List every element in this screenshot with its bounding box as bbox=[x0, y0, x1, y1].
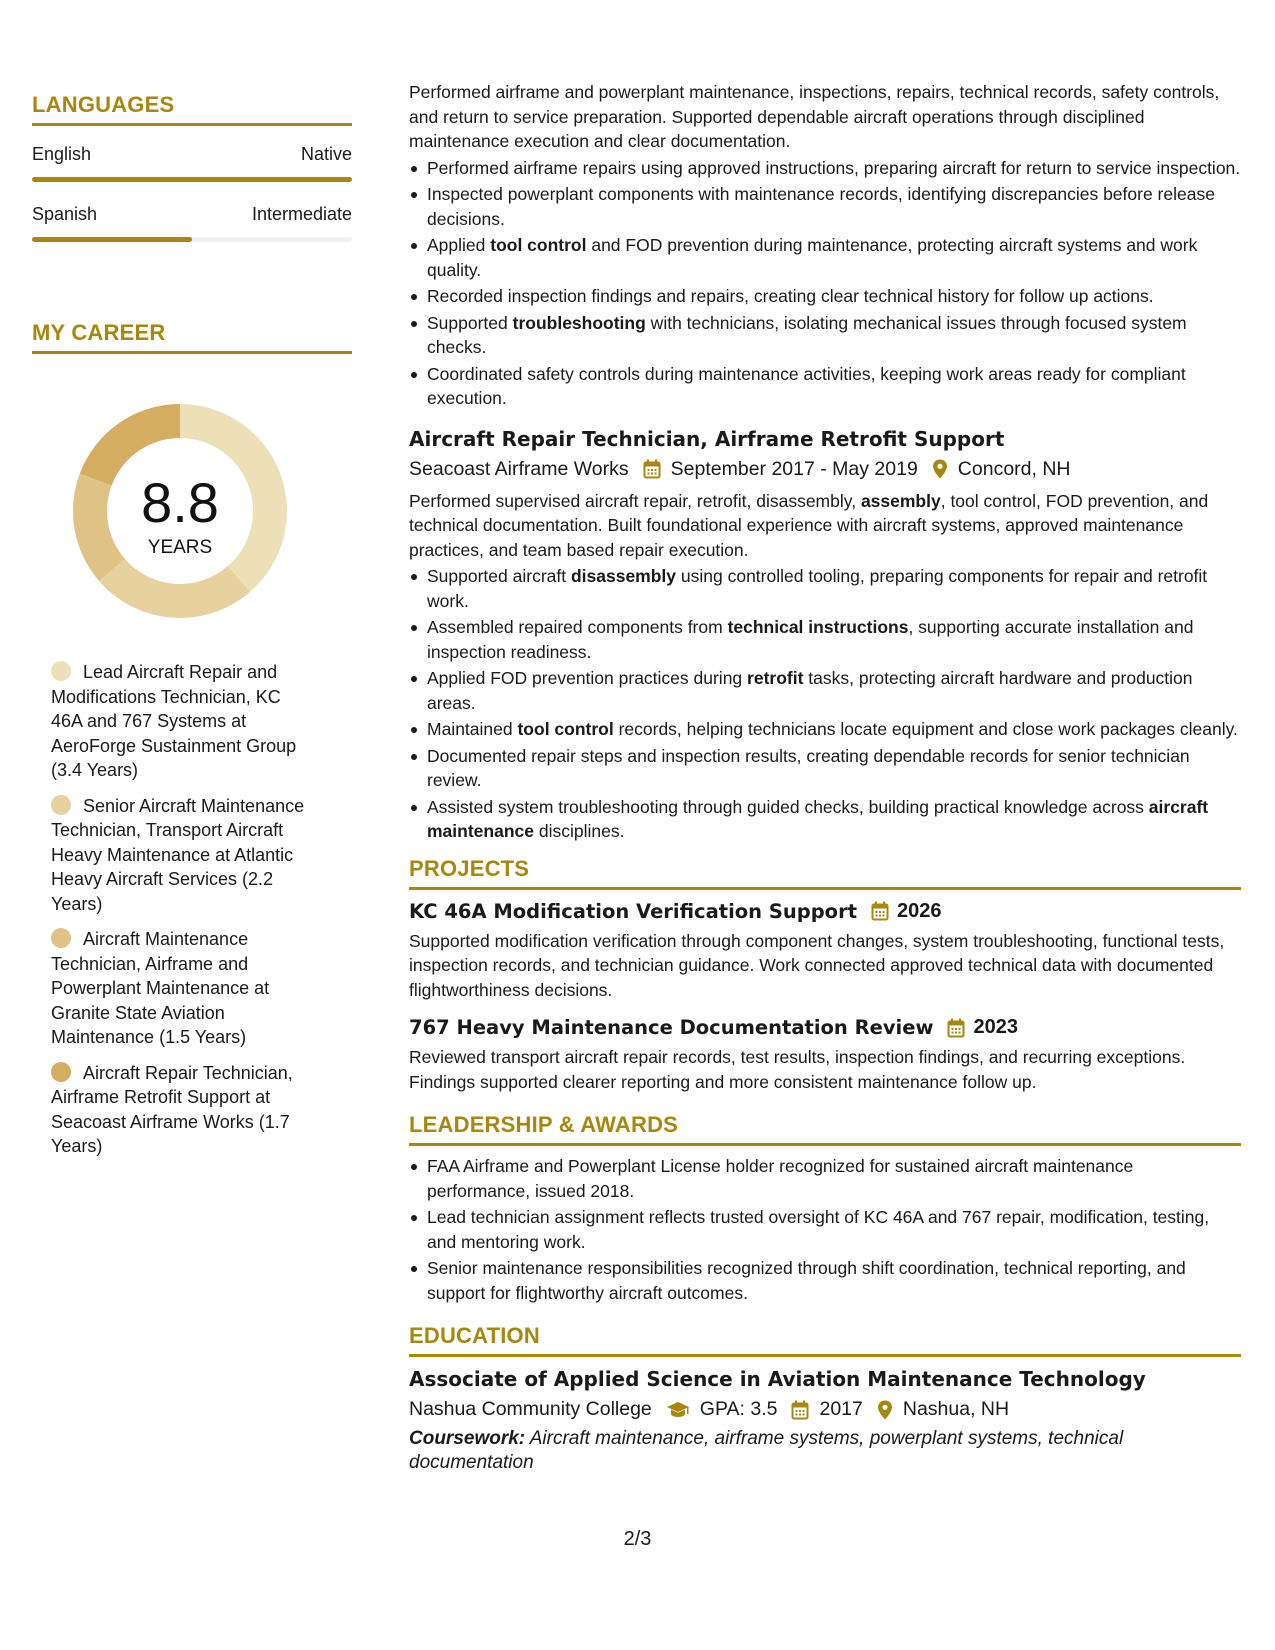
language-proficiency-bar bbox=[32, 237, 352, 242]
job-location: Concord, NH bbox=[957, 457, 1071, 480]
bold-keyword: tool control bbox=[517, 719, 614, 739]
bullet-item bbox=[409, 1154, 1241, 1203]
education-section bbox=[409, 1323, 1241, 1475]
bold-keyword: tool control bbox=[490, 235, 587, 255]
section-divider bbox=[32, 351, 352, 354]
section-divider bbox=[409, 1354, 1241, 1357]
bullet-item bbox=[409, 744, 1241, 793]
previous-job-entry bbox=[409, 80, 1241, 411]
section-divider bbox=[409, 1143, 1241, 1146]
coursework bbox=[409, 1427, 1241, 1475]
bullet-item bbox=[409, 666, 1241, 715]
language-proficiency-fill bbox=[32, 237, 192, 242]
text-segment: Performed supervised aircraft repair, retrofit, disassembly, bbox=[409, 490, 861, 511]
career-title: MY CAREER bbox=[32, 320, 166, 345]
text-segment: , supporting accurate installation and inspection readiness. bbox=[427, 617, 1194, 662]
job-bullets bbox=[409, 564, 1241, 844]
bullet-item bbox=[409, 1256, 1241, 1305]
text-segment: Applied bbox=[427, 235, 491, 255]
calendar-icon bbox=[643, 459, 661, 479]
section-divider bbox=[32, 123, 352, 126]
text-segment: records, helping technicians locate equipment and close work packages cleanly. bbox=[613, 719, 1238, 739]
career-total-years: 8.8 bbox=[141, 471, 219, 534]
projects-section bbox=[409, 856, 1241, 1095]
leadership-section bbox=[409, 1112, 1241, 1305]
language-name: English bbox=[32, 144, 92, 164]
career-donut-chart bbox=[67, 398, 293, 624]
text-segment: with technicians, isolating mechanical issues through focused system checks. bbox=[427, 312, 1187, 357]
leadership-bullets bbox=[409, 1154, 1241, 1305]
text-segment: Supported bbox=[427, 312, 513, 333]
career-legend bbox=[51, 660, 316, 1159]
bullet-item bbox=[409, 1205, 1241, 1254]
language-row bbox=[32, 144, 352, 165]
project-year: 2023 bbox=[973, 1016, 1018, 1038]
sidebar bbox=[32, 92, 352, 1170]
career-legend-item bbox=[51, 927, 316, 1050]
project-title-row bbox=[409, 1016, 1241, 1039]
project-item bbox=[409, 1016, 1241, 1094]
text-segment: Supported aircraft bbox=[427, 566, 571, 586]
company-name: Seacoast Airframe Works bbox=[409, 457, 629, 480]
legend-dot bbox=[51, 1062, 71, 1082]
legend-dot bbox=[51, 661, 71, 681]
graduation-year: 2017 bbox=[819, 1398, 863, 1420]
career-legend-text: Senior Aircraft Maintenance Technician, Transport Aircraft Heavy Maintenance at Atlantic Heavy Aircraft Services (2.2 Years) bbox=[51, 795, 305, 914]
language-item bbox=[32, 204, 352, 242]
languages-section bbox=[32, 92, 352, 242]
donut-segment bbox=[99, 559, 250, 618]
language-level: Intermediate bbox=[251, 204, 352, 224]
text-segment: Maintained bbox=[427, 719, 518, 739]
text-segment: Assisted system troubleshooting through guided checks, building practical knowledge across bbox=[427, 796, 1149, 817]
text-segment: Assembled repaired components from bbox=[427, 617, 728, 637]
text-segment: disciplines. bbox=[533, 821, 625, 841]
career-legend-item bbox=[51, 794, 316, 917]
gpa: GPA: 3.5 bbox=[699, 1398, 778, 1420]
school-name: Nashua Community College bbox=[409, 1398, 652, 1420]
bold-keyword: troubleshooting bbox=[512, 312, 646, 333]
graduation-cap-icon bbox=[666, 1401, 690, 1419]
career-legend-text: Aircraft Maintenance Technician, Airframe and Powerplant Maintenance at Granite State Aviation Maintenance (1.5 Years) bbox=[51, 929, 270, 1047]
legend-dot bbox=[51, 928, 71, 948]
text-segment: FAA Airframe and Powerplant License holder recognized for sustained aircraft maintenance performance, issued 2018. bbox=[427, 1156, 1134, 1201]
career-legend-text: Aircraft Repair Technician, Airframe Retrofit Support at Seacoast Airframe Works (1.7 Years) bbox=[51, 1062, 293, 1156]
calendar-icon bbox=[791, 1400, 809, 1420]
project-description: Reviewed transport aircraft repair records, test results, inspection findings, and recurring exceptions. Findings supported clearer reporting and more consistent maintenance follow up. bbox=[409, 1047, 1186, 1092]
career-total-unit: YEARS bbox=[147, 537, 213, 558]
project-year: 2026 bbox=[897, 899, 942, 922]
text-segment: Senior maintenance responsibilities recognized through shift coordination, technical reporting, and support for flightworthy aircraft outcomes. bbox=[427, 1258, 1186, 1303]
education-title: EDUCATION bbox=[409, 1323, 540, 1348]
project-title-row bbox=[409, 900, 1241, 923]
location-pin-icon bbox=[932, 459, 948, 479]
career-legend-item bbox=[51, 660, 316, 783]
job-meta bbox=[409, 458, 1241, 481]
project-title: KC 46A Modification Verification Support bbox=[409, 899, 858, 923]
location-pin-icon bbox=[877, 1400, 893, 1420]
bullet-item bbox=[409, 795, 1241, 844]
text-segment: Performed airframe repairs using approved instructions, preparing aircraft for return to service inspection. bbox=[427, 157, 1241, 178]
career-legend-text: Lead Aircraft Repair and Modifications Technician, KC 46A and 767 Systems at AeroForge Sustainment Group (3.4 Years) bbox=[51, 662, 297, 780]
job-summary: Performed airframe and powerplant maintenance, inspections, repairs, technical records, safety controls, and return to service preparation. Supported dependable aircraft operations through disciplined maintenance execution and clear documentation. bbox=[409, 82, 1220, 151]
bullet-item bbox=[409, 182, 1241, 231]
text-segment: Documented repair steps and inspection results, creating dependable records for senior technician review. bbox=[427, 745, 1190, 790]
bullet-item bbox=[409, 717, 1241, 742]
languages-title: LANGUAGES bbox=[32, 92, 175, 117]
text-segment: Coordinated safety controls during maintenance activities, keeping work areas ready for compliant execution. bbox=[427, 363, 1186, 408]
language-proficiency-fill bbox=[32, 177, 352, 182]
job-bullets bbox=[409, 156, 1241, 411]
language-list bbox=[32, 144, 352, 242]
language-level: Native bbox=[300, 144, 352, 164]
bullet-item bbox=[409, 362, 1241, 411]
project-item bbox=[409, 900, 1241, 1003]
page-number: 2/3 bbox=[623, 1528, 652, 1550]
career-section bbox=[32, 320, 352, 1159]
bullet-item bbox=[409, 233, 1241, 282]
bold-keyword: disassembly bbox=[570, 566, 677, 586]
leadership-title: LEADERSHIP & AWARDS bbox=[409, 1112, 679, 1137]
text-segment: Recorded inspection findings and repairs, creating clear technical history for follow up actions. bbox=[427, 286, 1154, 306]
bullet-item bbox=[409, 284, 1241, 309]
project-description: Supported modification verification through component changes, system troubleshooting, functional tests, inspection records, and technician guidance. Work connected approved technical data with documented flightworthiness decisions. bbox=[409, 930, 1225, 1000]
education-meta bbox=[409, 1398, 1241, 1421]
calendar-icon bbox=[871, 901, 889, 921]
bold-keyword: aircraft maintenance bbox=[427, 796, 1209, 841]
coursework-label: Coursework: bbox=[409, 1428, 526, 1449]
school-location: Nashua, NH bbox=[902, 1398, 1010, 1420]
degree-title: Associate of Applied Science in Aviation Maintenance Technology bbox=[409, 1367, 1146, 1391]
legend-dot bbox=[51, 795, 71, 815]
job-dates: September 2017 - May 2019 bbox=[670, 457, 918, 480]
career-legend-item bbox=[51, 1061, 316, 1159]
text-segment: , tool control, FOD prevention, and technical documentation. Built foundational experience with aircraft systems, approved maintenance practices, and team based repair execution. bbox=[409, 490, 1209, 560]
section-divider bbox=[409, 887, 1241, 890]
main-content bbox=[409, 80, 1241, 1475]
language-item bbox=[32, 144, 352, 182]
text-segment: Lead technician assignment reflects trusted oversight of KC 46A and 767 repair, modification, testing, and mentoring work. bbox=[427, 1207, 1210, 1252]
projects-title: PROJECTS bbox=[409, 855, 530, 881]
job-title: Aircraft Repair Technician, Airframe Retrofit Support bbox=[409, 426, 1005, 451]
bullet-item bbox=[409, 311, 1241, 360]
bullet-item bbox=[409, 564, 1241, 613]
job-entry bbox=[409, 427, 1241, 844]
coursework-text: Aircraft maintenance, airframe systems, powerplant systems, technical documentation bbox=[409, 1428, 1124, 1473]
bold-keyword: technical instructions bbox=[727, 617, 909, 637]
text-segment: tasks, protecting aircraft hardware and production areas. bbox=[427, 668, 1193, 713]
text-segment: Applied FOD prevention practices during bbox=[427, 668, 748, 688]
bullet-item bbox=[409, 156, 1241, 181]
bullet-item bbox=[409, 615, 1241, 664]
language-proficiency-bar bbox=[32, 177, 352, 182]
bold-keyword: assembly bbox=[860, 490, 941, 511]
calendar-icon bbox=[947, 1018, 965, 1038]
bold-keyword: retrofit bbox=[747, 668, 804, 688]
project-title: 767 Heavy Maintenance Documentation Review bbox=[409, 1016, 934, 1039]
project-list bbox=[409, 900, 1241, 1095]
job-summary bbox=[409, 489, 1241, 563]
language-row bbox=[32, 204, 352, 225]
text-segment: using controlled tooling, preparing components for repair and retrofit work. bbox=[427, 566, 1208, 611]
text-segment: Inspected powerplant components with maintenance records, identifying discrepancies before release decisions. bbox=[427, 184, 1215, 229]
text-segment: and FOD prevention during maintenance, protecting aircraft systems and work quality. bbox=[427, 235, 1198, 280]
language-name: Spanish bbox=[32, 204, 98, 224]
